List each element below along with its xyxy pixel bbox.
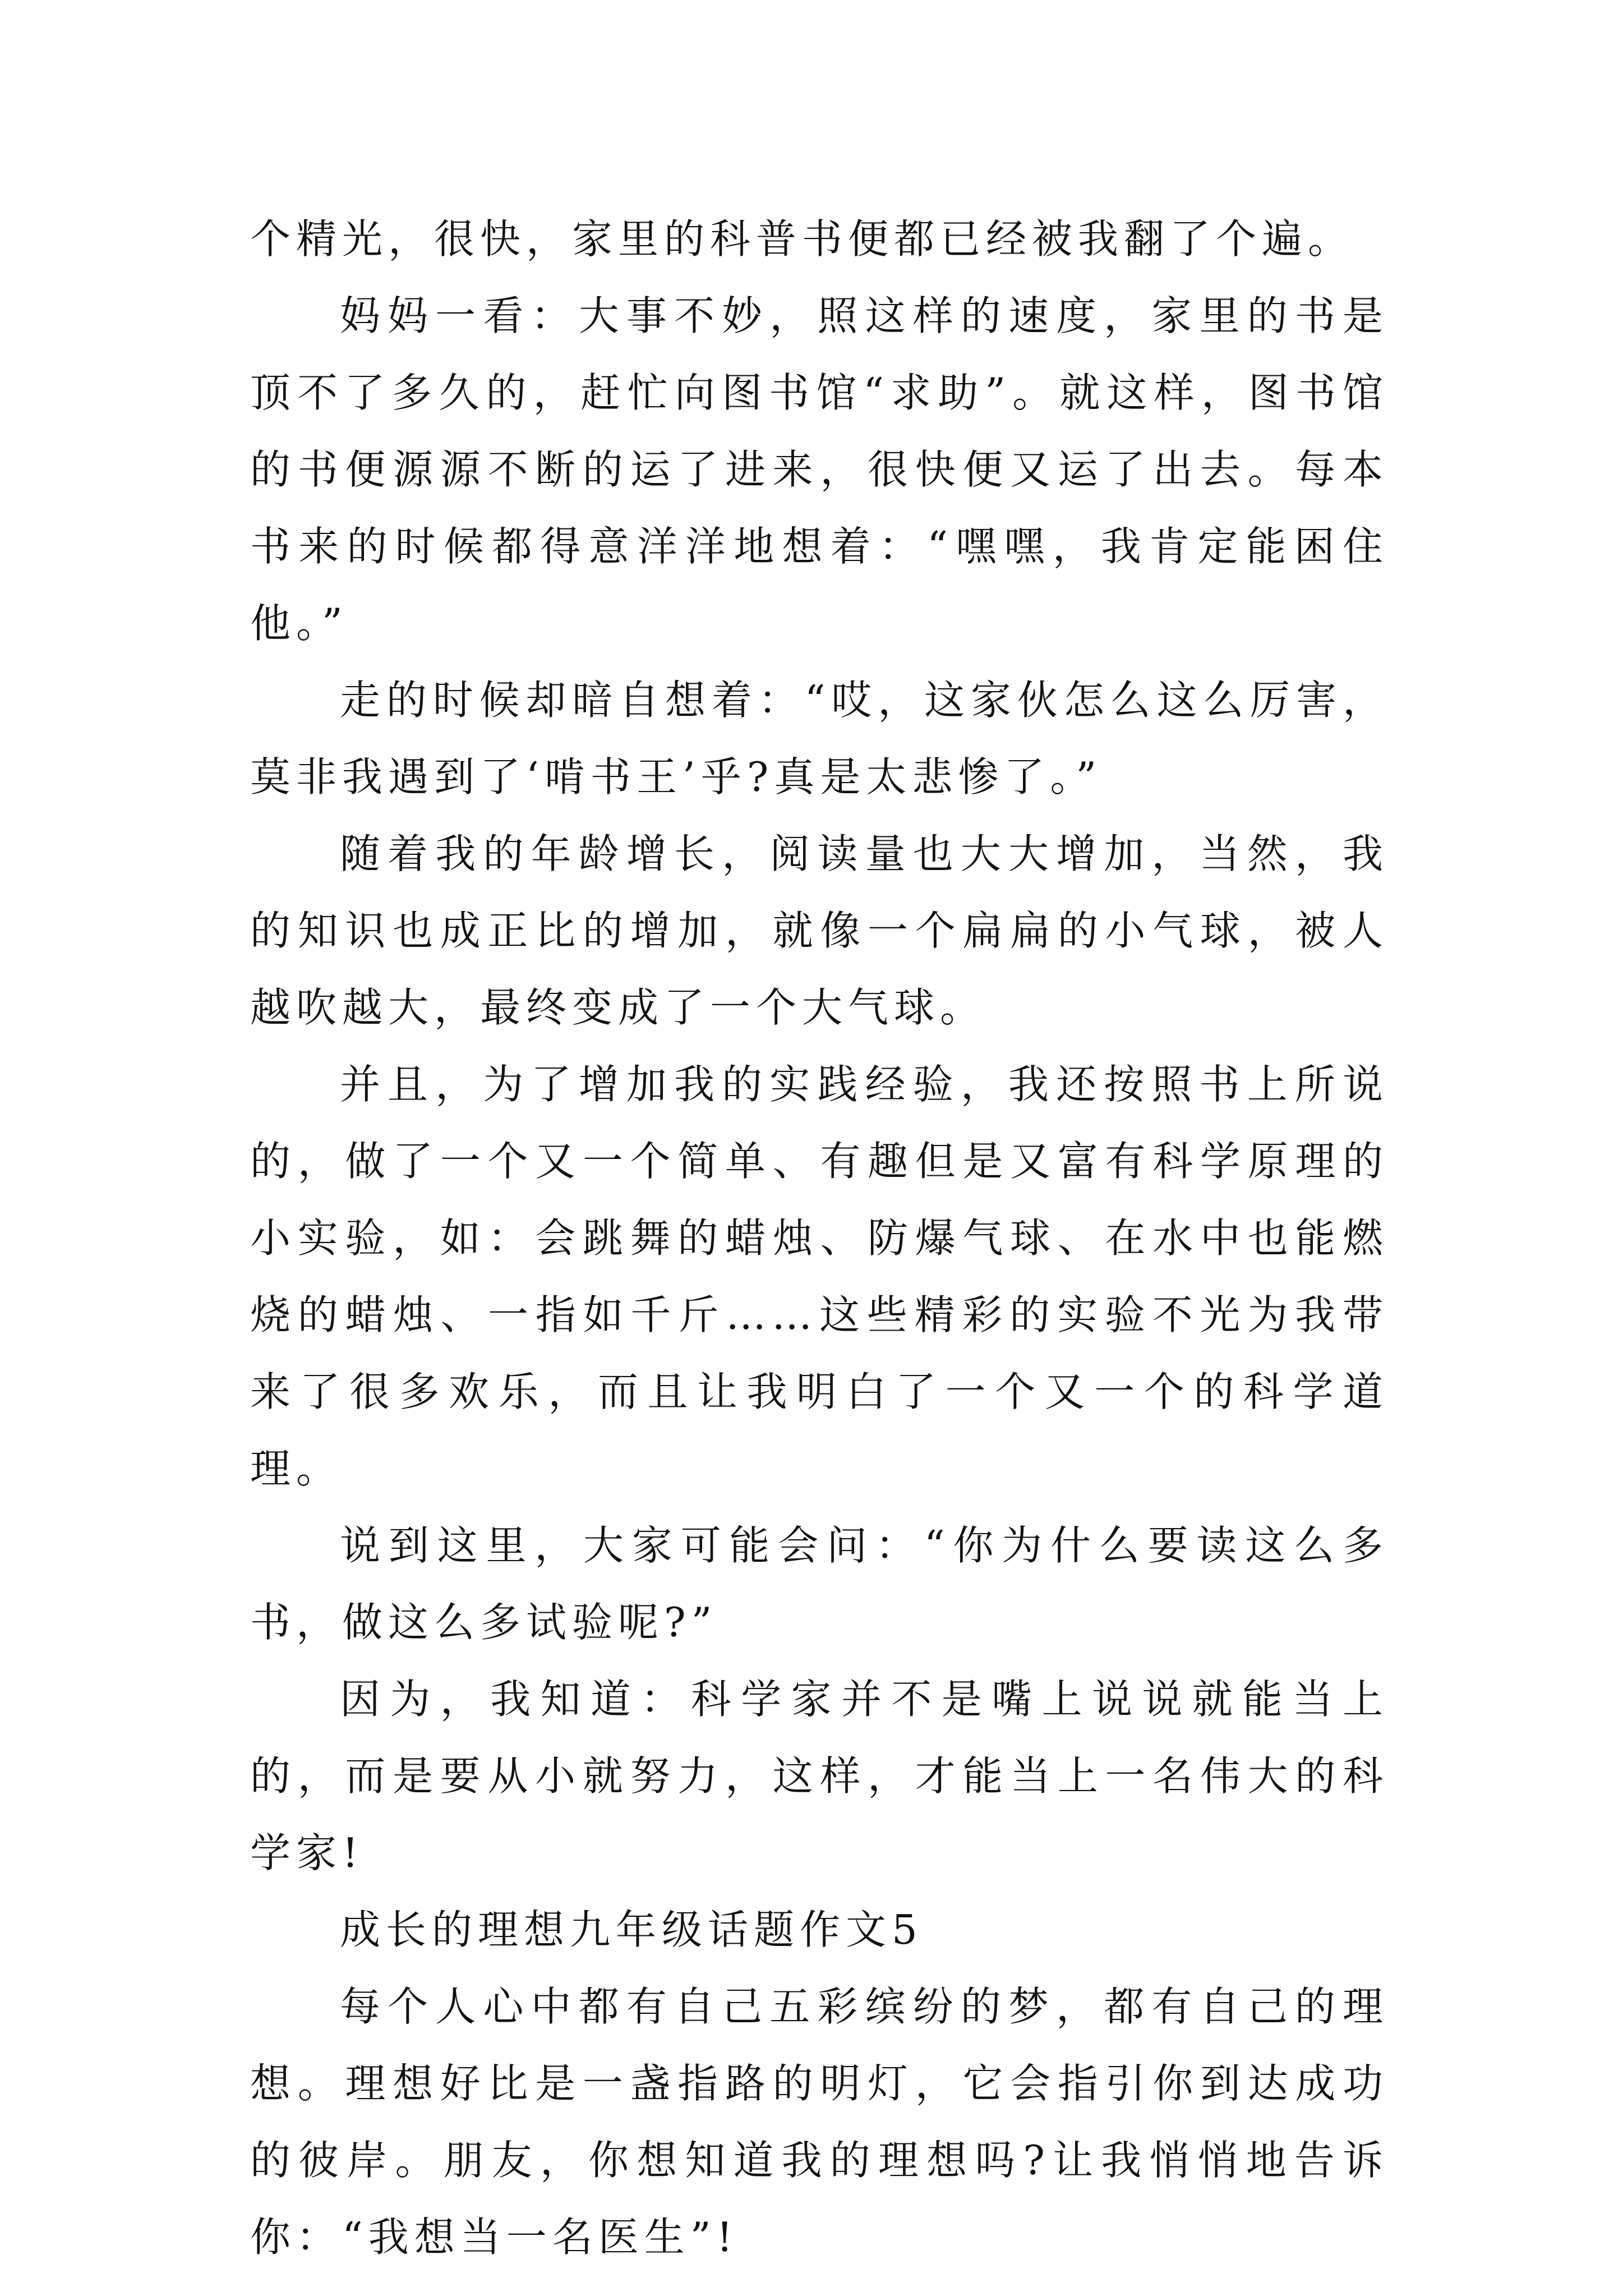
section-heading: 成长的理想九年级话题作文5 — [340, 1906, 923, 1953]
paragraph-5: 并且，为了增加我的实践经验，我还按照书上所说的，做了一个又一个简单、有趣但是又富有科学原理的小实验，如：会跳舞的蜡烛、防爆气球、在水中也能燃烧的蜡烛、一指如千斤……这些精彩的实验不光为我带来了很多欢乐，而且让我明白了一个又一个的科学道理。 — [250, 1061, 1389, 1492]
paragraph-3: 走的时候却暗自想着：“哎，这家伙怎么这么厉害，莫非我遇到了‘啃书王’乎?真是太悲惨了。” — [250, 677, 1389, 800]
paragraph-7: 因为，我知道：科学家并不是嘴上说说就能当上的，而是要从小就努力，这样，才能当上一名伟大的科学家! — [250, 1676, 1389, 1876]
paragraph-6: 说到这里，大家可能会问：“你为什么要读这么多书，做这么多试验呢?” — [250, 1522, 1389, 1646]
paragraph-8: 每个人心中都有自己五彩缤纷的梦，都有自己的理想。理想好比是一盏指路的明灯，它会指引你到达成功的彼岸。朋友，你想知道我的理想吗?让我悄悄地告诉你：“我想当一名医生”! — [250, 1983, 1389, 2261]
paragraph-2: 妈妈一看：大事不妙，照这样的速度，家里的书是顶不了多久的，赶忙向图书馆“求助”。就这样，图书馆的书便源源不断的运了进来，很快便又运了出去。每本书来的时候都得意洋洋地想着：“嘿嘿，我肯定能困住他。” — [250, 292, 1389, 647]
body-text — [250, 201, 1389, 2276]
paragraph-1: 个精光，很快，家里的科普书便都已经被我翻了个遍。 — [250, 215, 1354, 263]
paragraph-4: 随着我的年龄增长，阅读量也大大增加，当然，我的知识也成正比的增加，就像一个扁扁的小气球，被人越吹越大，最终变成了一个大气球。 — [250, 830, 1389, 1031]
